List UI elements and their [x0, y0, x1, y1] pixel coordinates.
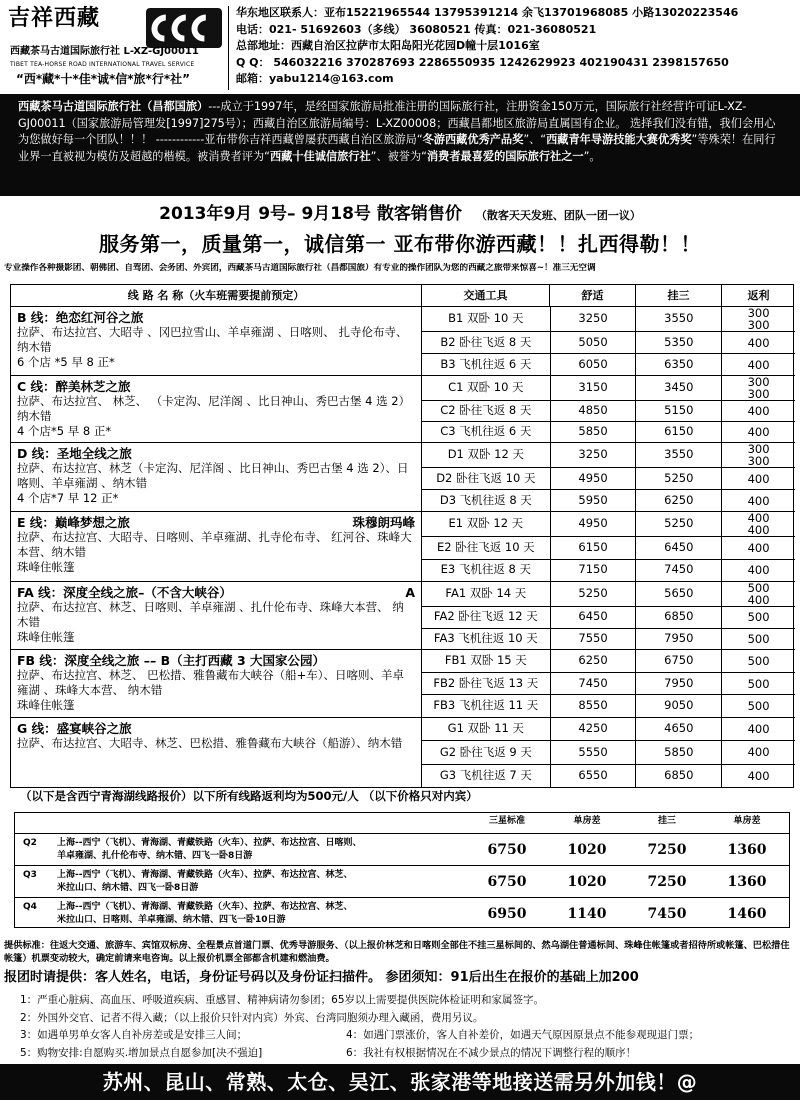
slogan: 服务第一，质量第一，诚信第一 亚布带你游西藏！！扎西得勒！！: [99, 232, 701, 256]
route-extra: 4 个店*5 早 8 正*: [17, 424, 112, 438]
transport-cell: FA1 双卧 14 天: [445, 586, 527, 601]
rebate-value: 400: [747, 335, 770, 350]
intro-award: 西藏十佳诚信旅行社: [269, 149, 371, 163]
comfort-price-cell: 3150: [550, 376, 636, 400]
note-item: 4：如遇门票涨价，客人自补差价，如遇天气原因原景点不能参观现退门票；: [346, 1029, 700, 1041]
rebate-cell: [721, 468, 795, 489]
rebate-cell: [721, 443, 795, 467]
rebate-value: 400: [747, 745, 770, 760]
route-description: [11, 443, 421, 511]
qh-header-single-supplement: 单房差: [733, 816, 761, 826]
three-star-price-cell: 7950: [635, 673, 721, 695]
contact-line: Q Q： 546032216 370287693 2286550935 1242629923 402190431 2398157650: [236, 55, 729, 69]
transport-cell: D2 卧往飞返 10 天: [436, 470, 536, 485]
rebate-value: 400: [747, 404, 770, 418]
option-row: [422, 673, 795, 696]
rebate-value: 400: [747, 540, 770, 555]
qinghai-row: [15, 833, 789, 865]
route-options: [421, 582, 795, 649]
transport-cell: G1 双卧 11 天: [447, 721, 524, 736]
option-row: [422, 422, 795, 442]
route-block: [11, 443, 795, 512]
route-title: [17, 585, 415, 600]
rebate-value: 500: [747, 581, 770, 595]
option-row: [422, 537, 795, 560]
qinghai-code: Q2: [23, 838, 37, 848]
transport-cell: FB1 双卧 15 天: [444, 652, 527, 667]
rebate-cell: [721, 629, 795, 650]
intro-text: ”、被誉为“: [370, 149, 427, 163]
qinghai-price: 6750: [487, 874, 527, 890]
route-title: [17, 653, 415, 668]
qinghai-price-table: [14, 812, 790, 928]
logo-slogan: “西*藏*十*佳*诚*信*旅*行*社”: [16, 72, 190, 86]
rebate-cell: [721, 490, 795, 511]
three-star-price-cell: 6350: [635, 354, 721, 375]
transport-cell: C1 双卧 10 天: [448, 380, 524, 395]
contact-info: [236, 6, 796, 89]
rebate-value: 300: [747, 442, 770, 456]
route-title: [17, 721, 415, 736]
route-title: [17, 379, 415, 394]
transport-cell: B1 双卧 10 天: [448, 311, 524, 326]
comfort-price-cell: 5850: [550, 422, 636, 442]
transport-cell: C2 卧往飞返 8 天: [440, 403, 532, 418]
comfort-price-cell: 7550: [550, 629, 636, 650]
route-options: [421, 307, 795, 375]
qinghai-price: 6950: [487, 906, 527, 922]
rebate-value: 400: [747, 768, 770, 783]
route-block: [11, 650, 795, 718]
route-title-right: A: [405, 585, 415, 600]
route-description: [11, 718, 421, 787]
transport-cell: FA3 飞机往返 10 天: [433, 630, 538, 645]
qinghai-price: 7250: [647, 874, 687, 890]
three-star-price-cell: 5350: [635, 332, 721, 353]
route-title: [17, 310, 415, 325]
qinghai-row: [15, 865, 789, 897]
three-star-price-cell: 6250: [635, 490, 721, 511]
rebate-cell: [721, 376, 795, 400]
company-intro: [0, 94, 800, 196]
three-star-price-cell: 3550: [635, 443, 721, 467]
rebate-value: 400: [747, 493, 770, 508]
route-block: [11, 307, 795, 376]
logo-name: 吉祥西藏: [8, 6, 101, 31]
three-star-price-cell: 5650: [635, 582, 721, 606]
three-star-price-cell: 6450: [635, 537, 721, 559]
route-title: [17, 446, 415, 461]
rebate-cell: [721, 607, 795, 628]
intro-award: 消费者最喜爱的国际旅行社之一: [426, 149, 584, 163]
option-row: [422, 332, 795, 354]
option-row: [422, 560, 795, 582]
note-item: 6：我社有权根据情况在不减少景点的情况下调整行程的顺序！: [346, 1046, 637, 1059]
qinghai-price: 1020: [567, 874, 607, 890]
route-options: [421, 650, 795, 717]
rebate-value: 400: [747, 471, 770, 486]
comfort-price-cell: 5250: [550, 582, 636, 606]
qh-header-3star: 三星标准: [488, 816, 525, 826]
route-options: [421, 718, 795, 787]
route-title-text: FA 线：深度全线之旅–（不含大峡谷）: [17, 585, 232, 600]
qinghai-desc-line: 米拉山口、日喀则、羊卓雍湖、纳木错、四飞一卧10日游: [57, 915, 286, 925]
logo-block: [6, 4, 228, 92]
route-detail: 拉萨、布达拉宫、林芝（卡定沟、尼洋阁 、比日神山、秀巴古堡 4 选 2）、日喀则、羊卓雍湖 、纳木错: [17, 461, 409, 490]
qinghai-price: 6750: [487, 842, 527, 858]
three-star-price-cell: 5250: [635, 512, 721, 536]
comfort-price-cell: 5550: [550, 741, 636, 763]
transport-cell: G2 卧往飞返 9 天: [439, 744, 532, 759]
price-title-text: 2013年9月 9号– 9月18号 散客销售价: [159, 204, 462, 224]
three-star-price-cell: 7950: [635, 629, 721, 650]
route-extra: 6 个店 *5 早 8 正*: [17, 355, 115, 369]
rebate-value: 400: [747, 523, 770, 537]
comfort-price-cell: 6550: [550, 765, 636, 787]
comfort-price-cell: 6150: [550, 537, 636, 559]
service-standard: 提供标准：往返大交通、旅游车、宾馆双标房、全程景点首道门票、优秀导游服务、（以上报价林芝和日喀则全部住不挂三星标间的、然乌湖住普通标间、珠峰住帐篷或者招待所或帐篷、巴松措住帐篷）机票变动较大，确定前请来电咨询。以上报价机票全部都含机建和燃油费。: [4, 940, 790, 964]
option-row: [422, 490, 795, 511]
comfort-price-cell: 8550: [550, 695, 636, 717]
three-star-price-cell: 6850: [635, 765, 721, 787]
route-description: [11, 650, 421, 717]
route-description: [11, 376, 421, 442]
three-star-price-cell: 3450: [635, 376, 721, 400]
header-three-star: 挂三: [635, 285, 721, 307]
route-block: [11, 582, 795, 650]
transport-cell: B2 卧往飞返 8 天: [440, 334, 532, 349]
comfort-price-cell: 6050: [550, 354, 636, 375]
rebate-cell: [721, 422, 795, 442]
route-detail: 拉萨、布达拉宫、林芝、 巴松措、雅鲁藏布大峡谷（船+车）、日喀则、羊卓雍湖 、珠峰大本营、 纳木错: [17, 668, 405, 697]
route-title-text: C 线：醉美林芝之旅: [17, 379, 131, 394]
qinghai-price: 1460: [727, 906, 767, 922]
qinghai-description: [57, 901, 467, 927]
route-detail: 拉萨、布达拉宫、林芝、日喀则、羊卓雍湖 、扎什伦布寺、珠峰大本营、 纳木错: [17, 600, 404, 629]
note-row: [20, 1045, 790, 1063]
route-title-text: FB 线：深度全线之旅 –– B（主打西藏 3 大国家公园）: [17, 653, 326, 668]
qinghai-code: Q4: [23, 902, 37, 912]
rebate-cell: [721, 718, 795, 740]
option-row: [422, 741, 795, 764]
route-description: [11, 307, 421, 375]
note-item: 3：如遇单男单女客人自补房差或是安排三人间；: [20, 1029, 248, 1041]
service-note: 专业操作各种摄影团、朝佛团、自驾团、会务团、外宾团，西藏茶马古道国际旅行社（昌都国旅）有专业的操作团队为您的西藏之旅带来惊喜~！准三无空调: [4, 263, 596, 273]
logo-mark-icon: [146, 8, 222, 48]
rebate-value: 300: [747, 387, 770, 401]
comfort-price-cell: 3250: [550, 307, 636, 331]
three-star-price-cell: 3550: [635, 307, 721, 331]
qinghai-price: 7450: [647, 906, 687, 922]
logo-company-en: TIBET TEA-HORSE ROAD INTERNATIONAL TRAVEL SERVICE: [10, 61, 195, 68]
route-extra: 珠峰住帐篷: [17, 630, 75, 644]
rebate-value: 400: [747, 357, 770, 372]
rebate-cell: [721, 560, 795, 582]
header-route: 线 路 名 称（火车班需要提前预定）: [127, 289, 305, 302]
qinghai-desc-line: 上海--西宁（飞机）、青海湖、青藏铁路（火车）、拉萨、布达拉宫、林芝、: [57, 902, 353, 912]
three-star-price-cell: 7450: [635, 560, 721, 582]
intro-text: ”等殊荣！在同行业界一直被视为模仿及超越的楷模。被消费者评为“: [18, 133, 776, 163]
rebate-value: 500: [747, 610, 770, 625]
rebate-cell: [721, 765, 795, 787]
rebate-value: 400: [747, 511, 770, 525]
qinghai-row: [15, 897, 789, 929]
three-star-price-cell: 6150: [635, 422, 721, 442]
price-title-note: （散客天天发班、团队一团一议）: [475, 209, 641, 222]
three-star-price-cell: 4650: [635, 718, 721, 740]
route-detail: 拉萨、布达拉宫、大昭寺、林芝、巴松措、雅鲁藏布大峡谷（船游）、纳木错: [17, 736, 403, 750]
comfort-price-cell: 4250: [550, 718, 636, 740]
rebate-value: 400: [747, 593, 770, 607]
route-detail: 拉萨、布达拉宫、大昭寺、日喀则、羊卓雍湖、扎寺伦布寺、 红河谷、珠峰大本营、纳木错: [17, 530, 412, 559]
transport-cell: FB3 飞机往返 11 天: [433, 698, 539, 713]
three-star-price-cell: 6850: [635, 607, 721, 628]
contact-line: 总部地址：西藏自治区拉萨市太阳岛阳光花园D幢十层1016室: [236, 39, 540, 52]
option-row: [422, 695, 795, 717]
qinghai-price: 1140: [567, 906, 607, 922]
option-row: [422, 718, 795, 741]
route-price-table: [10, 284, 794, 788]
rebate-cell: [721, 512, 795, 536]
three-star-price-cell: 6750: [635, 650, 721, 672]
option-row: [422, 443, 795, 468]
qh-header-single-supplement: 单房差: [573, 816, 601, 826]
comfort-price-cell: 4950: [550, 468, 636, 489]
transport-cell: E3 飞机往返 8 天: [440, 562, 532, 577]
comfort-price-cell: 6250: [550, 650, 636, 672]
route-block: [11, 718, 795, 787]
option-row: [422, 307, 795, 332]
note-item: 5：购物安排:自愿购买.增加景点自愿参加[决不强迫]: [20, 1046, 263, 1059]
qinghai-desc-line: 上海--西宁（飞机）、青海湖、青藏铁路（火车）、拉萨、布达拉宫、林芝、: [57, 870, 353, 880]
intro-text: ”。: [583, 149, 601, 163]
qinghai-description: [57, 869, 467, 895]
route-block: [11, 376, 795, 443]
option-row: [422, 401, 795, 422]
rebate-cell: [721, 401, 795, 421]
qinghai-price: 1360: [727, 842, 767, 858]
transport-cell: C3 飞机往返 6 天: [440, 424, 532, 439]
option-row: [422, 582, 795, 607]
transport-cell: FB2 卧往飞返 13 天: [433, 675, 539, 690]
route-detail: 拉萨、布达拉宫、大昭寺 、冈巴拉雪山、羊卓雍湖 、日喀则、 扎寺伦布寺、纳木错: [17, 325, 408, 354]
option-row: [422, 376, 795, 401]
contact-line: 电话：021- 51692603（多线） 36080521 传真：021-36080521: [236, 22, 597, 36]
rebate-cell: [721, 582, 795, 606]
option-row: [422, 650, 795, 673]
booking-info: 报团时请提供：客人姓名，电话，身份证号码以及身份证扫描件。 参团须知：91后出生在报价的基础上加200: [4, 970, 639, 985]
rebate-cell: [721, 537, 795, 559]
qinghai-description: [57, 837, 467, 863]
rebate-value: 500: [747, 699, 770, 714]
rebate-cell: [721, 354, 795, 375]
three-star-price-cell: 5250: [635, 468, 721, 489]
transport-cell: B3 飞机往返 6 天: [440, 356, 532, 371]
option-row: [422, 765, 795, 787]
qinghai-price: 7250: [647, 842, 687, 858]
rebate-value: 500: [747, 676, 770, 691]
rebate-cell: [721, 650, 795, 672]
comfort-price-cell: 7150: [550, 560, 636, 582]
rebate-value: 400: [747, 722, 770, 737]
route-description: [11, 582, 421, 649]
route-block: [11, 512, 795, 582]
route-detail: 拉萨、布达拉宫、 林芝、 （卡定沟、尼洋阁 、比日神山、秀巴古堡 4 选 2） 纳木错: [17, 394, 411, 423]
rebate-value: 300: [747, 306, 770, 320]
rebate-value: 300: [747, 454, 770, 468]
intro-award: 冬游西藏优秀产品奖: [422, 133, 524, 146]
route-options: [421, 443, 795, 511]
rebate-value: 500: [747, 631, 770, 646]
three-star-price-cell: 5150: [635, 401, 721, 421]
comfort-price-cell: 4850: [550, 401, 636, 421]
three-star-price-cell: 9050: [635, 695, 721, 717]
rebate-value: 300: [747, 318, 770, 332]
qinghai-desc-line: 米拉山口、纳木错、四飞一卧8日游: [57, 883, 199, 893]
qinghai-desc-line: 羊卓雍湖、扎什伦布寺、纳木错、四飞一卧8日游: [57, 851, 253, 861]
rebate-value: 400: [747, 563, 770, 578]
route-title-text: B 线：绝恋红河谷之旅: [17, 310, 144, 325]
route-title: [17, 515, 415, 530]
option-row: [422, 629, 795, 650]
comfort-price-cell: 7450: [550, 673, 636, 695]
intro-text: ”、“: [523, 133, 547, 146]
header: [0, 0, 800, 94]
transport-cell: D3 飞机往返 8 天: [439, 492, 532, 507]
contact-line: 华东地区联系人：亚布15221965544 13795391214 余飞13701968085 小路13020223546: [236, 6, 739, 19]
rebate-value: 500: [747, 653, 770, 668]
option-row: [422, 512, 795, 537]
route-options: [421, 512, 795, 581]
table-header: [11, 285, 793, 307]
comfort-price-cell: 5050: [550, 332, 636, 353]
header-divider: [228, 6, 229, 90]
qinghai-header: [15, 813, 789, 835]
logo-company-cn: 西藏茶马古道国际旅行社 L-XZ-GJ00011: [10, 46, 199, 57]
qinghai-code: Q3: [23, 870, 37, 880]
qh-header-3star-hard: 挂三: [657, 816, 676, 826]
route-title-text: G 线：盛宴峡谷之旅: [17, 721, 132, 736]
rebate-cell: [721, 307, 795, 331]
intro-company: 西藏茶马古道国际旅行社（昌都国旅）: [18, 100, 209, 113]
route-extra: 珠峰住帐篷: [17, 698, 75, 712]
header-comfort: 舒适: [549, 285, 635, 307]
rebate-cell: [721, 673, 795, 695]
qinghai-price: 1360: [727, 874, 767, 890]
qinghai-desc-line: 上海--西宁（飞机）、青海湖、青藏铁路（火车）、拉萨、布达拉宫、日喀则、: [57, 838, 362, 848]
comfort-price-cell: 6450: [550, 607, 636, 628]
route-extra: 珠峰住帐篷: [17, 560, 75, 574]
price-title: [0, 204, 800, 224]
option-row: [422, 354, 795, 375]
qinghai-price: 1020: [567, 842, 607, 858]
route-extra: 4 个店*7 早 12 正*: [17, 491, 119, 505]
note-item: 1：严重心脏病、高血压、呼吸道疾病、重感冒、精神病请勿参团；65岁以上需要提供医院体检证明和家属签字。: [20, 994, 545, 1006]
transport-cell: FA2 卧往飞返 12 天: [433, 609, 538, 624]
rebate-cell: [721, 695, 795, 717]
comfort-price-cell: 4950: [550, 512, 636, 536]
header-rebate: 返利: [721, 285, 795, 307]
comfort-price-cell: 3250: [550, 443, 636, 467]
intro-award: 西藏青年导游技能大赛优秀奖: [546, 133, 692, 146]
route-title-right: 珠穆朗玛峰: [352, 515, 415, 530]
route-title-text: D 线：圣地全线之旅: [17, 446, 132, 461]
route-title-text: E 线：巅峰梦想之旅: [17, 515, 130, 530]
transport-cell: E2 卧往飞返 10 天: [436, 539, 535, 554]
contact-line: 邮箱：yabu1214@163.com: [236, 72, 394, 85]
intro-text: ---成立于1997年，是经国家旅游局批准注册的国际旅行社，注册资金150万元，国际旅行社经营许可证L-XZ-GJ00011（国家旅游局管理发[1997]275号）；西藏自治区旅游局编号：L-XZ00008；西藏昌都地区旅游局直属国有企业。 选择我们没有错，我们会用心为您做好每一个团队！！！ ------------亚布带你吉祥西藏曾屡获西藏自治区旅游局“: [18, 100, 776, 146]
comfort-price-cell: 5950: [550, 490, 636, 511]
rebate-value: 400: [747, 425, 770, 439]
note-row: [20, 1027, 790, 1045]
transport-cell: D1 双卧 12 天: [447, 447, 524, 462]
option-row: [422, 468, 795, 490]
transport-cell: E1 双卧 12 天: [448, 516, 524, 531]
route-options: [421, 376, 795, 442]
note-item: 2：外国外交官、记者不得入藏；（以上报价只针对内宾）外宾、台湾同胞须办理入藏函，费用另议。: [20, 1011, 484, 1024]
transport-cell: G3 飞机往返 7 天: [439, 767, 532, 782]
rebate-value: 300: [747, 375, 770, 389]
header-transport: 交通工具: [421, 285, 549, 307]
rebate-cell: [721, 741, 795, 763]
three-star-price-cell: 5850: [635, 741, 721, 763]
option-row: [422, 607, 795, 629]
route-description: [11, 512, 421, 581]
qinghai-title: （以下是含西宁青海湖线路报价）以下所有线路返利均为500元/人 （以下价格只对内宾）: [20, 789, 478, 803]
rebate-cell: [721, 332, 795, 353]
footer-banner: 苏州、昆山、常熟、太仓、吴江、张家港等地接送需另外加钱！@: [0, 1064, 800, 1100]
notes: [20, 992, 790, 1062]
